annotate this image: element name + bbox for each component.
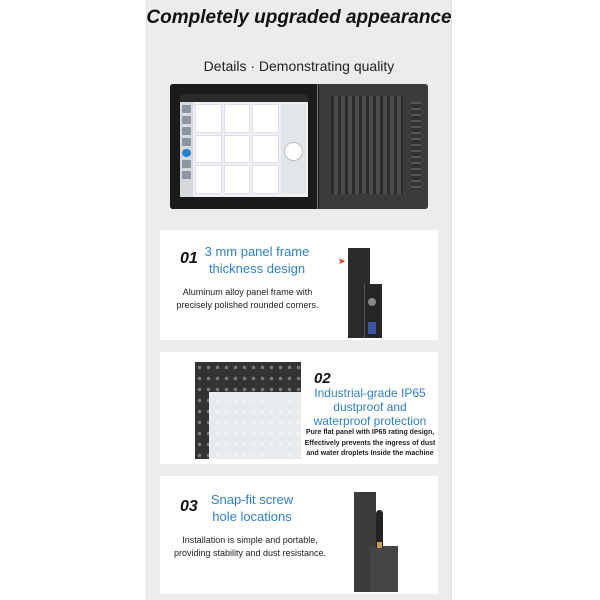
- panel-front-view: [170, 84, 318, 209]
- app-icon: [182, 105, 191, 113]
- feature-number: 01: [180, 250, 198, 267]
- page-subtitle: Details · Demonstrating quality: [203, 58, 395, 74]
- app-icon: [182, 160, 191, 168]
- screen-status-bar: [180, 94, 308, 102]
- panel-side-profile-image: [340, 244, 384, 338]
- feature-title: 3 mm panel frame thickness design: [204, 244, 310, 276]
- app-icon: [182, 127, 191, 135]
- app-icon: [182, 138, 191, 146]
- feature-number: 02: [314, 370, 331, 387]
- feature-number: 03: [180, 498, 198, 515]
- screen-card-grid: [195, 104, 279, 194]
- feature-title: Snap-fit screw hole locations: [210, 492, 294, 524]
- hero-product-image: [170, 84, 428, 209]
- round-port-icon: [368, 298, 376, 306]
- panel-screen: [180, 94, 308, 197]
- feature-description: Aluminum alloy panel frame with precisely polished rounded corners.: [176, 287, 319, 310]
- app-icon-active: [182, 149, 191, 157]
- vga-port-icon: [368, 322, 376, 334]
- feature-description: Installation is simple and portable, providing stability and dust resistance.: [173, 535, 327, 558]
- feature-card-03: [160, 476, 438, 594]
- heatsink-fins: [331, 96, 403, 194]
- feature-card-01: [160, 230, 438, 340]
- vent-slots: [411, 102, 421, 190]
- arrow-right-icon: ➤: [338, 256, 346, 266]
- feature-card-02: [160, 352, 438, 464]
- app-icon: [182, 116, 191, 124]
- app-icon: [182, 171, 191, 179]
- feature-description: Pure flat panel with IP65 rating design, Effectively prevents the ingress of dust and water droplets Inside the machine: [304, 429, 436, 457]
- panel-antenna-side-image: [350, 488, 400, 593]
- water-droplets-image: [195, 362, 301, 459]
- screen-sidebar: [180, 102, 193, 197]
- panel-back-view: [319, 84, 428, 209]
- feature-title: Industrial-grade IP65 dustproof and waterproof protection: [313, 386, 427, 428]
- page-title: Completely upgraded appearance: [146, 7, 452, 28]
- dpad-icon: [284, 142, 303, 161]
